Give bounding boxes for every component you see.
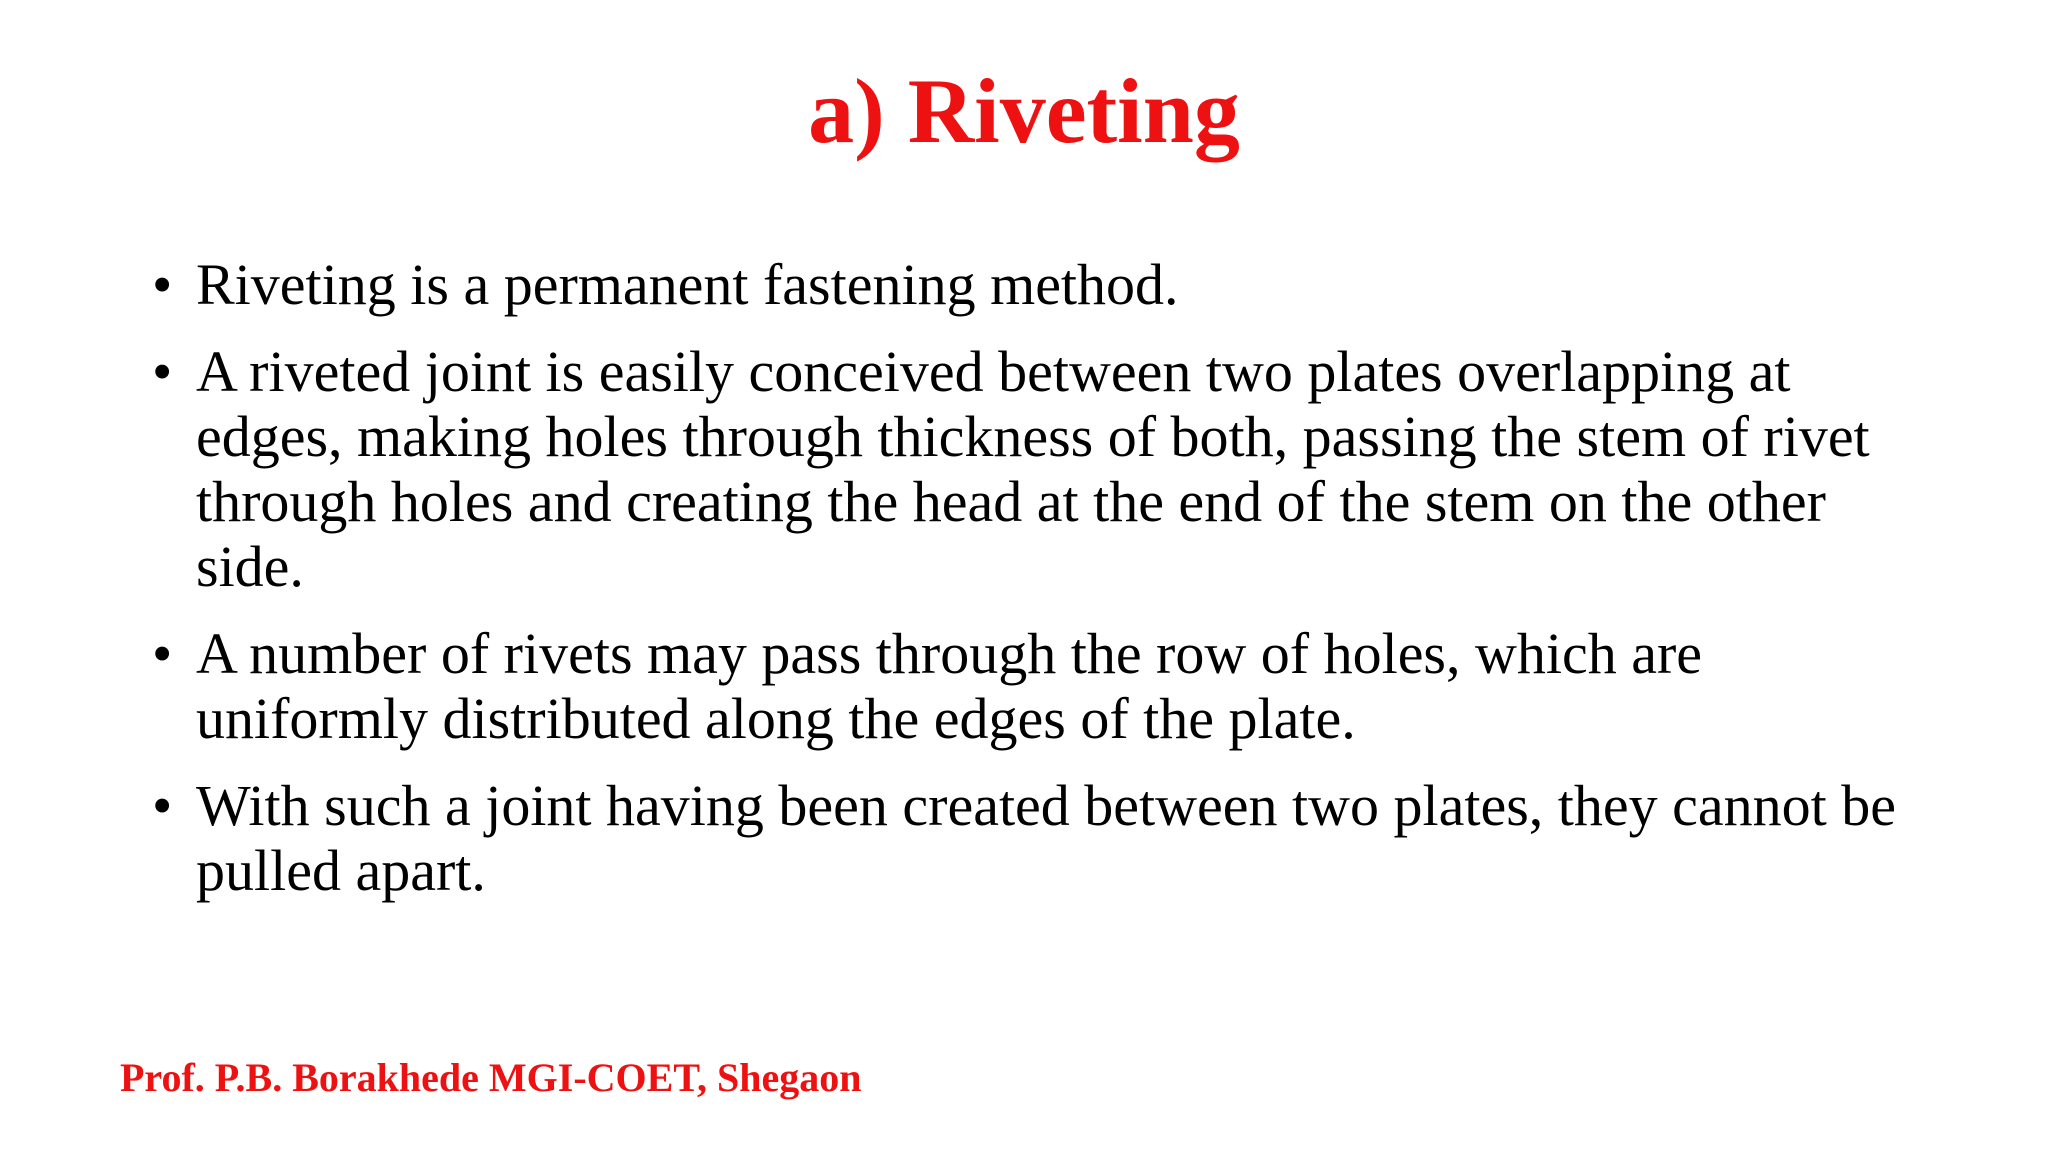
bullet-icon: •	[152, 252, 173, 317]
bullet-text: Riveting is a permanent fastening method.	[196, 252, 1179, 317]
bullet-text: A riveted joint is easily conceived between two plates overlapping at edges, making holes through thickness of both, passing the stem of rivet through holes and creating the head at the end of the stem on the other side.	[196, 339, 1870, 599]
slide-title: a) Riveting	[808, 60, 1240, 162]
bullet-icon: •	[152, 339, 173, 404]
bullet-item	[152, 621, 1912, 751]
bullet-icon: •	[152, 621, 173, 686]
footer-credit: Prof. P.B. Borakhede MGI-COET, Shegaon	[120, 1055, 862, 1100]
bullet-item	[152, 339, 1912, 599]
bullet-text: A number of rivets may pass through the row of holes, which are uniformly distributed along the edges of the plate.	[196, 621, 1703, 751]
bullet-item	[152, 252, 1912, 317]
bullet-item	[152, 773, 1912, 903]
bullet-icon: •	[152, 773, 173, 838]
bullet-text: With such a joint having been created between two plates, they cannot be pulled apart.	[196, 773, 1897, 903]
bullet-list	[152, 252, 1912, 925]
